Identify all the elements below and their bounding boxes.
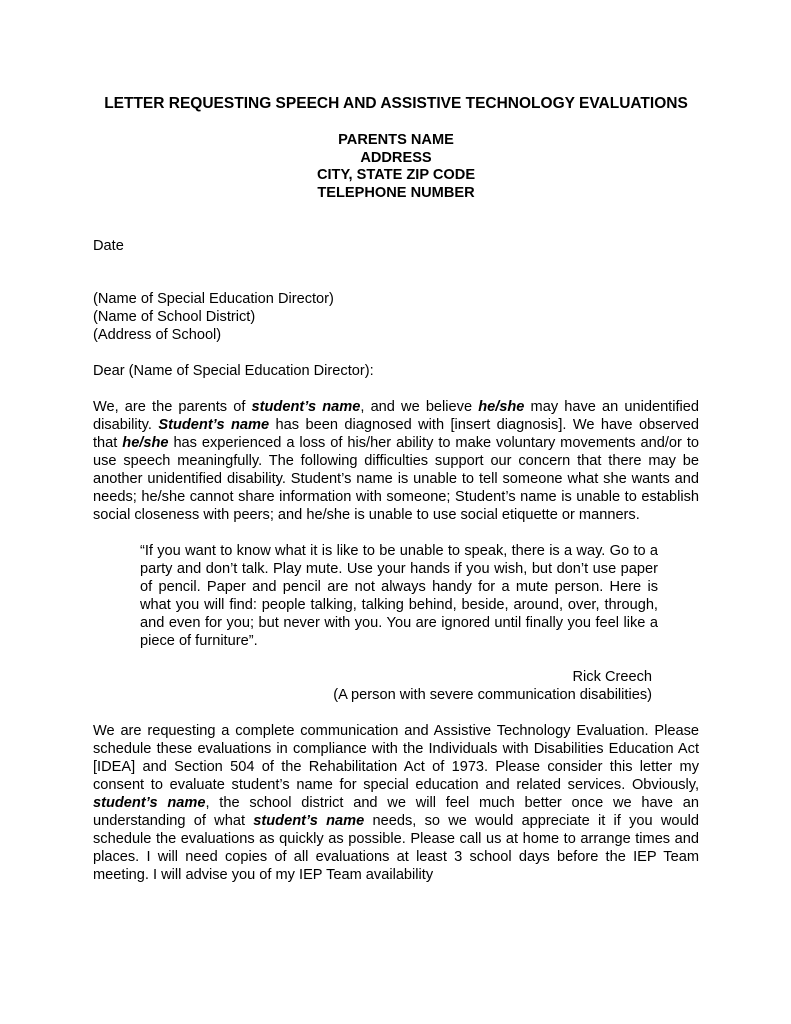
paragraph-text: , and we believe (360, 399, 479, 415)
recipient-district: (Name of School District) (93, 309, 256, 325)
letter-page (93, 94, 699, 884)
letter-date: Date (93, 238, 124, 254)
paragraph-text: has been diagnosed with [insert diagnosis]. We have observed that (93, 417, 699, 451)
paragraph-text: , the school district and we will feel much better once we have an understanding of what (93, 795, 699, 829)
sender-city-state-zip: CITY, STATE ZIP CODE (316, 167, 476, 183)
attribution-name: Rick Creech (572, 669, 652, 685)
paragraph-text: has experienced a loss of his/her ability to make voluntary movements and/or to use speech meaningfully. The following difficulties support our concern that there may be another unidentified disability. Student’s name is unable to tell someone what she wants and needs; he/she cannot share information with someone; Student’s name is unable to establish social closeness with peers; and he/she is unable to use social etiquette or manners. (93, 435, 700, 523)
sender-address: ADDRESS (360, 149, 432, 166)
letter-title: LETTER REQUESTING SPEECH AND ASSISTIVE TECHNOLOGY EVALUATIONS (104, 95, 688, 112)
paragraph-text: may have an unidentified disability. (93, 399, 700, 433)
paragraph-text: needs, so we would appreciate it if you would schedule the evaluations as quickly as possible. Please call us at home to arrange times and places. I will need copies of all evaluations at least 3 school days before the IEP Team meeting. I will advise you of my IEP Team availability (93, 813, 699, 883)
quote-attribution (93, 668, 652, 704)
block-quote: “If you want to know what it is like to be unable to speak, there is a way. Go to a party and don’t talk. Play mute. Use your hands if you wish, but don’t use paper of pencil. Paper and pencil are not always handy for a mute person. Here is what you will find: people talking, talking behind, beside, around, over, through, and even for you; but never with you. You are ignored until finally you feel like a piece of furniture”. (140, 543, 658, 649)
recipient-address: (Address of School) (93, 327, 222, 343)
sender-name: PARENTS NAME (338, 132, 454, 148)
sender-block (93, 132, 699, 202)
attribution-descriptor: (A person with severe communication disabilities) (333, 687, 652, 703)
placeholder-student-name: student’s name (251, 399, 361, 415)
sender-phone: TELEPHONE NUMBER (317, 184, 475, 201)
placeholder-student-name: student’s name (93, 795, 206, 811)
placeholder-student-name: Student’s name (158, 417, 270, 433)
salutation: Dear (Name of Special Education Director): (93, 363, 374, 379)
paragraph-text: We, are the parents of (93, 399, 252, 415)
placeholder-pronoun: he/she (478, 399, 525, 415)
recipient-block (93, 290, 699, 344)
placeholder-student-name: student’s name (253, 813, 365, 829)
recipient-director: (Name of Special Education Director) (93, 291, 334, 307)
paragraph-request (93, 722, 699, 884)
placeholder-pronoun: he/she (122, 435, 169, 451)
paragraph-text: We are requesting a complete communication and Assistive Technology Evaluation. Please schedule these evaluations in compliance with the Individuals with Disabilities Education Act [IDEA] and Section 504 of the Rehabilitation Act of 1973. Please consider this letter my consent to evaluate student’s name for special education and related services. Obviously, (93, 723, 699, 793)
paragraph-concerns (93, 398, 699, 524)
